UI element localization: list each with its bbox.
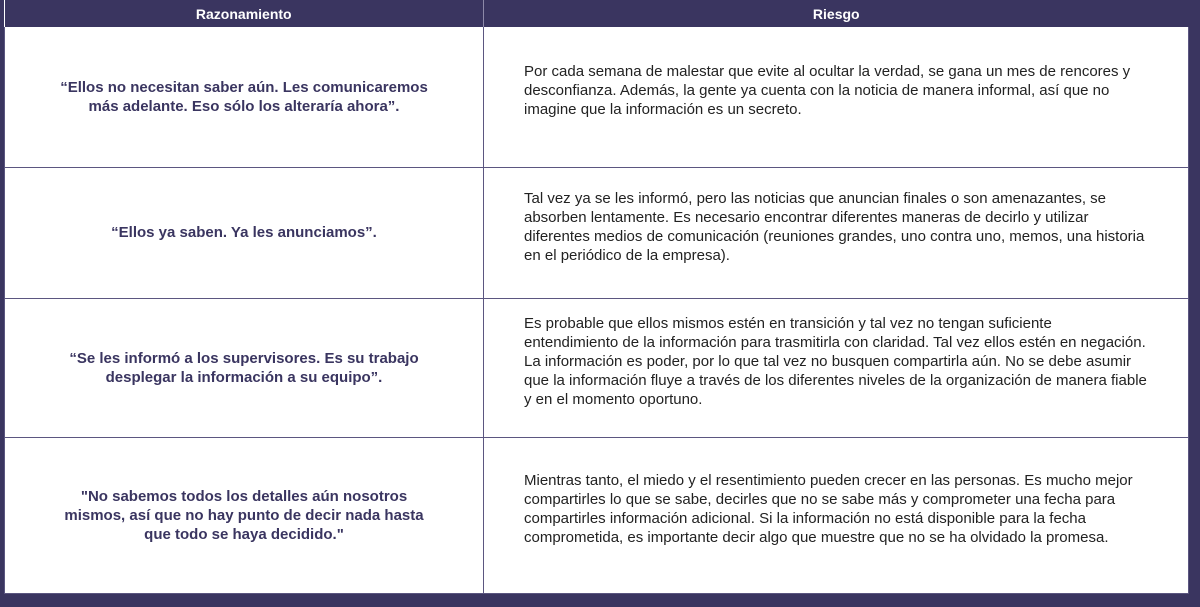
- reason-cell: “Ellos ya saben. Ya les anunciamos”.: [5, 167, 484, 298]
- table-header-row: [5, 0, 1189, 27]
- reason-cell: “Se les informó a los supervisores. Es su trabajo desplegar la información a su equipo”.: [5, 298, 484, 437]
- table-row: [5, 27, 1189, 167]
- risk-cell: Por cada semana de malestar que evite al ocultar la verdad, se gana un mes de rencores y desconfianza. Además, la gente ya cuenta con la noticia de manera informal, así que no imagine que la información es un secreto.: [484, 27, 1189, 167]
- header-razonamiento: Razonamiento: [5, 0, 484, 27]
- reason-cell: “Ellos no necesitan saber aún. Les comunicaremos más adelante. Eso sólo los alteraría ahora”.: [5, 27, 484, 167]
- table-row: [5, 167, 1189, 298]
- table-row: [5, 437, 1189, 593]
- header-riesgo: Riesgo: [484, 0, 1189, 27]
- reasoning-risk-table: [4, 0, 1189, 594]
- reason-cell: "No sabemos todos los detalles aún nosotros mismos, así que no hay punto de decir nada hasta que todo se haya decidido.": [5, 437, 484, 593]
- table-row: [5, 298, 1189, 437]
- risk-cell: Es probable que ellos mismos estén en transición y tal vez no tengan suficiente entendimiento de la información para trasmitirla con claridad. Tal vez ellos estén en negación. La información es poder, por lo que tal vez no busquen compartirla aún. No se debe asumir que la información fluye a través de los diferentes niveles de la organización de manera fiable y en el momento oportuno.: [484, 298, 1189, 437]
- risk-cell: Mientras tanto, el miedo y el resentimiento pueden crecer en las personas. Es mucho mejor compartirles lo que se sabe, decirles que no se sabe más y comprometer una fecha para compartirles información adicional. Si la información no está disponible para la fecha comprometida, es importante decir algo que muestre que no se ha olvidado la promesa.: [484, 437, 1189, 593]
- risk-cell: Tal vez ya se les informó, pero las noticias que anuncian finales o son amenazantes, se absorben lentamente. Es necesario encontrar diferentes maneras de decirlo y utilizar diferentes medios de comunicación (reuniones grandes, uno contra uno, memos, una historia en el periódico de la empresa).: [484, 167, 1189, 298]
